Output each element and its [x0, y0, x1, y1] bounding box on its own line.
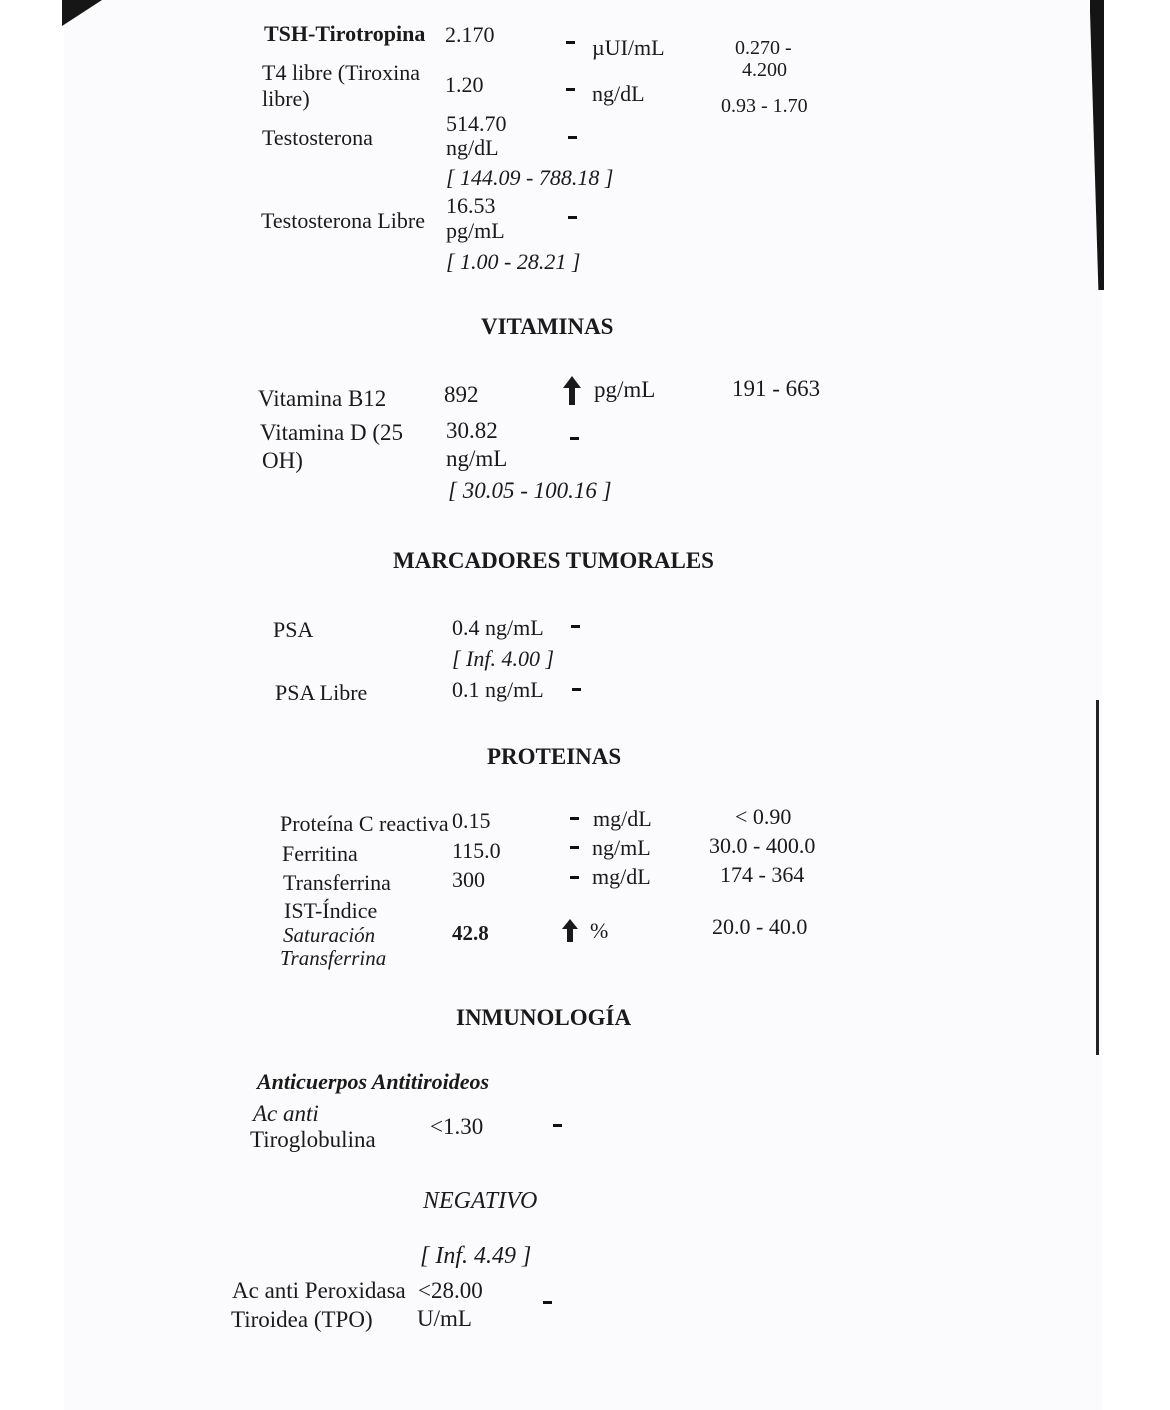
b12-name: Vitamina B12 [258, 386, 387, 411]
tsh-name: TSH-Tirotropina [264, 21, 426, 46]
section-vitaminas-title: VITAMINAS [481, 314, 614, 339]
psa-value: 0.4 ng/mL [452, 615, 544, 640]
t4-name-line2: libre) [262, 86, 310, 111]
tg-name-line2: Tiroglobulina [250, 1127, 376, 1152]
tg-flag [553, 1124, 562, 1127]
b12-unit: pg/mL [594, 377, 656, 402]
transferrina-flag [570, 876, 579, 879]
tsh-unit: µUI/mL [592, 35, 665, 60]
vitd-name-line2: OH) [262, 448, 303, 473]
testosterona-libre-name: Testosterona Libre [261, 208, 426, 233]
tg-name-line1: Ac anti [253, 1101, 319, 1126]
b12-high-arrow-icon [562, 375, 582, 407]
pcr-value: 0.15 [452, 808, 491, 833]
t4-name-line1: T4 libre (Tiroxina [262, 60, 421, 85]
psa-flag [571, 625, 580, 628]
t4-unit: ng/dL [592, 81, 645, 106]
pcr-ref: < 0.90 [735, 804, 792, 829]
ferritina-flag [570, 846, 579, 849]
tpo-flag [543, 1301, 552, 1304]
tpo-name-line2: Tiroidea (TPO) [231, 1307, 373, 1332]
ist-name-line1: IST-Índice [284, 898, 378, 923]
pcr-unit: mg/dL [593, 806, 652, 831]
ist-name-line2: Saturación [283, 923, 376, 947]
psa-ref: [ Inf. 4.00 ] [452, 646, 555, 671]
testosterona-libre-ref: [ 1.00 - 28.21 ] [446, 249, 581, 274]
tsh-flag [566, 41, 575, 44]
ferritina-ref: 30.0 - 400.0 [709, 833, 816, 858]
b12-ref: 191 - 663 [732, 376, 821, 401]
ferritina-unit: ng/mL [592, 835, 651, 860]
transferrina-unit: mg/dL [592, 864, 651, 889]
psa-name: PSA [273, 617, 314, 642]
transferrina-ref: 174 - 364 [720, 862, 805, 887]
t4-value: 1.20 [445, 72, 484, 97]
tg-value: <1.30 [430, 1114, 484, 1139]
testosterona-unit: ng/dL [446, 135, 499, 160]
psa-libre-name: PSA Libre [275, 680, 368, 705]
tsh-ref-line1: 0.270 - [735, 37, 792, 59]
tpo-name-line1: Ac anti Peroxidasa [232, 1278, 406, 1303]
tsh-value: 2.170 [445, 22, 495, 47]
vitd-value: 30.82 [446, 418, 498, 443]
ist-value: 42.8 [452, 921, 489, 945]
transferrina-name: Transferrina [283, 870, 391, 895]
tg-ref: [ Inf. 4.49 ] [420, 1243, 532, 1269]
vitd-name-line1: Vitamina D (25 [260, 420, 403, 445]
vitd-ref: [ 30.05 - 100.16 ] [448, 478, 612, 503]
anticuerpos-subtitle: Anticuerpos Antitiroideos [257, 1069, 490, 1094]
report-page [64, 0, 1102, 1410]
vitd-flag [570, 437, 579, 440]
tg-result: NEGATIVO [423, 1188, 538, 1214]
ist-ref: 20.0 - 40.0 [712, 914, 808, 939]
psa-libre-value: 0.1 ng/mL [452, 677, 544, 702]
ferritina-name: Ferritina [282, 841, 358, 866]
t4-ref: 0.93 - 1.70 [721, 95, 808, 117]
ist-unit: % [590, 918, 609, 943]
testosterona-flag [568, 136, 577, 139]
testosterona-name: Testosterona [262, 125, 373, 150]
ferritina-value: 115.0 [452, 838, 501, 863]
pcr-flag [570, 817, 579, 820]
testosterona-value: 514.70 [446, 111, 507, 136]
section-marcadores-title: MARCADORES TUMORALES [393, 548, 714, 573]
transferrina-value: 300 [452, 867, 485, 892]
tpo-value: <28.00 [418, 1278, 483, 1303]
tpo-unit: U/mL [417, 1306, 472, 1331]
psa-libre-flag [572, 688, 581, 691]
testosterona-libre-unit: pg/mL [446, 218, 505, 243]
vitd-unit: ng/mL [446, 446, 508, 471]
section-proteinas-title: PROTEINAS [487, 744, 622, 769]
testosterona-libre-value: 16.53 [446, 193, 496, 218]
testosterona-ref: [ 144.09 - 788.18 ] [446, 165, 614, 190]
pcr-name: Proteína C reactiva [280, 811, 449, 836]
t4-flag [566, 88, 575, 91]
b12-value: 892 [444, 382, 479, 407]
page-edge-line [1096, 700, 1099, 1055]
ist-high-arrow-icon [561, 918, 579, 944]
testosterona-libre-flag [568, 216, 577, 219]
tsh-ref-line2: 4.200 [742, 59, 787, 81]
section-inmunologia-title: INMUNOLOGÍA [456, 1005, 632, 1030]
ist-name-line3: Transferrina [280, 946, 387, 970]
